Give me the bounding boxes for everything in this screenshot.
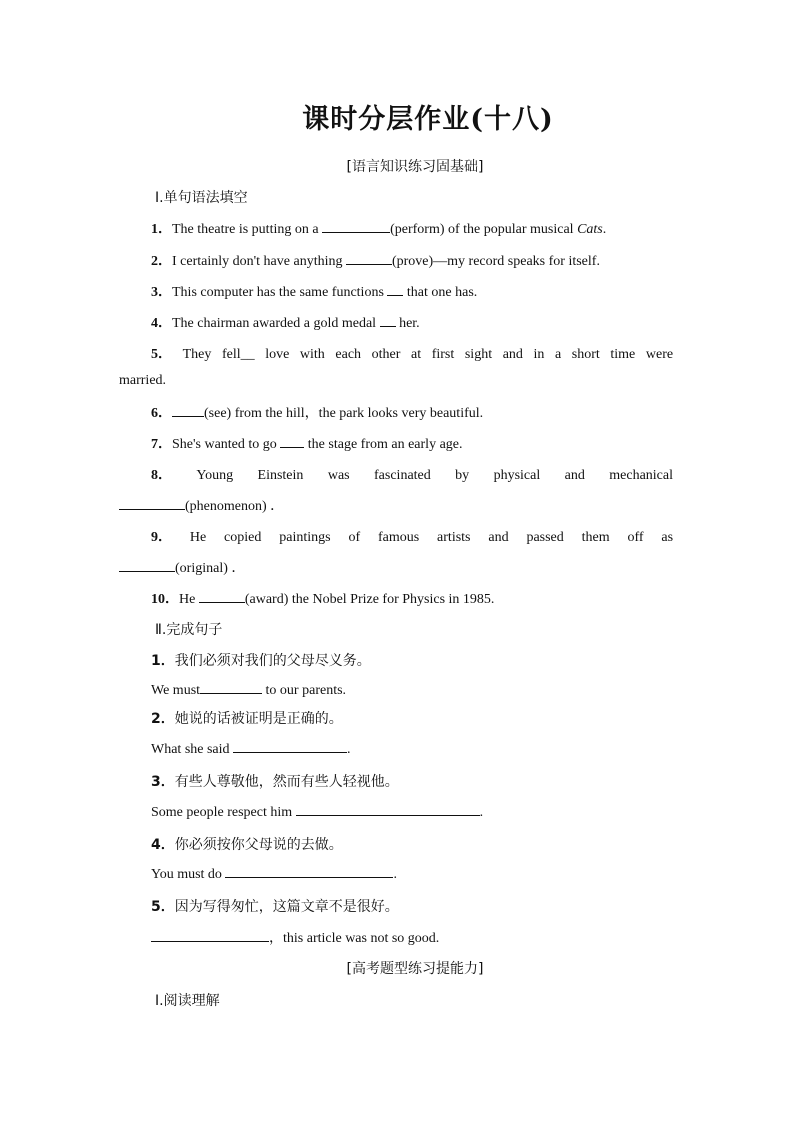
translate-5-chinese: 5．因为写得匆忙，这篇文章不是很好。 bbox=[151, 899, 399, 915]
question-7: 7．She's wanted to go the stage from an early age. bbox=[151, 437, 463, 452]
translate-4-chinese: 4．你必须按你父母说的去做。 bbox=[151, 837, 343, 853]
answer-blank[interactable] bbox=[233, 740, 347, 753]
answer-blank[interactable] bbox=[380, 314, 396, 327]
question-5: 5． They fell__ love with each other at first sight and in a short time were bbox=[151, 347, 674, 362]
question-9-continued: (original) ． bbox=[119, 557, 245, 577]
page-title: 课时分层作业(十八) bbox=[302, 104, 554, 135]
translate-2-chinese: 2．她说的话被证明是正确的。 bbox=[151, 711, 343, 727]
answer-blank[interactable] bbox=[200, 681, 262, 694]
question-2: 2．I certainly don't have anything (prove)—my record speaks for itself. bbox=[151, 254, 600, 269]
translate-5-english: ，this article was not so good. bbox=[151, 927, 439, 947]
translate-4-english: You must do . bbox=[151, 867, 397, 882]
translate-1-english: We must to our parents. bbox=[151, 683, 347, 698]
answer-blank[interactable] bbox=[346, 252, 392, 265]
translate-2-english: What she said . bbox=[151, 742, 351, 757]
answer-blank[interactable] bbox=[119, 497, 185, 510]
answer-blank[interactable] bbox=[280, 435, 304, 448]
translate-1-chinese: 1．我们必须对我们的父母尽义务。 bbox=[151, 653, 371, 669]
section-banner-basics: [语言知识练习固基础] bbox=[346, 159, 484, 175]
answer-blank[interactable] bbox=[322, 220, 390, 233]
translate-3-chinese: 3．有些人尊敬他，然而有些人轻视他。 bbox=[151, 774, 399, 790]
question-1: 1．The theatre is putting on a (perform) of the popular musical Cats. bbox=[151, 222, 607, 237]
answer-blank[interactable] bbox=[387, 283, 403, 296]
part2-heading: Ⅱ.完成句子 bbox=[155, 622, 223, 638]
part3-heading: Ⅰ.阅读理解 bbox=[155, 993, 220, 1009]
answer-blank[interactable] bbox=[296, 803, 480, 816]
section-banner-exam: [高考题型练习提能力] bbox=[346, 961, 484, 977]
question-9: 9． He copied paintings of famous artists and passed them off as bbox=[151, 530, 674, 545]
question-5-continued: married. bbox=[119, 373, 167, 388]
question-10: 10．He (award) the Nobel Prize for Physics in 1985. bbox=[151, 592, 495, 607]
answer-blank[interactable] bbox=[225, 865, 393, 878]
answer-blank[interactable] bbox=[199, 590, 245, 603]
translate-3-english: Some people respect him . bbox=[151, 805, 484, 820]
answer-blank[interactable] bbox=[172, 404, 204, 417]
question-6: 6． (see) from the hill，the park looks very beautiful. bbox=[151, 406, 484, 421]
answer-blank[interactable] bbox=[119, 559, 175, 572]
question-3: 3．This computer has the same functions that one has. bbox=[151, 285, 478, 300]
question-4: 4．The chairman awarded a gold medal her. bbox=[151, 316, 420, 331]
part1-heading: Ⅰ.单句语法填空 bbox=[155, 190, 248, 206]
question-8: 8． Young Einstein was fascinated by physical and mechanical bbox=[151, 468, 674, 483]
question-8-continued: (phenomenon) ． bbox=[119, 495, 284, 515]
answer-blank[interactable] bbox=[151, 929, 269, 942]
